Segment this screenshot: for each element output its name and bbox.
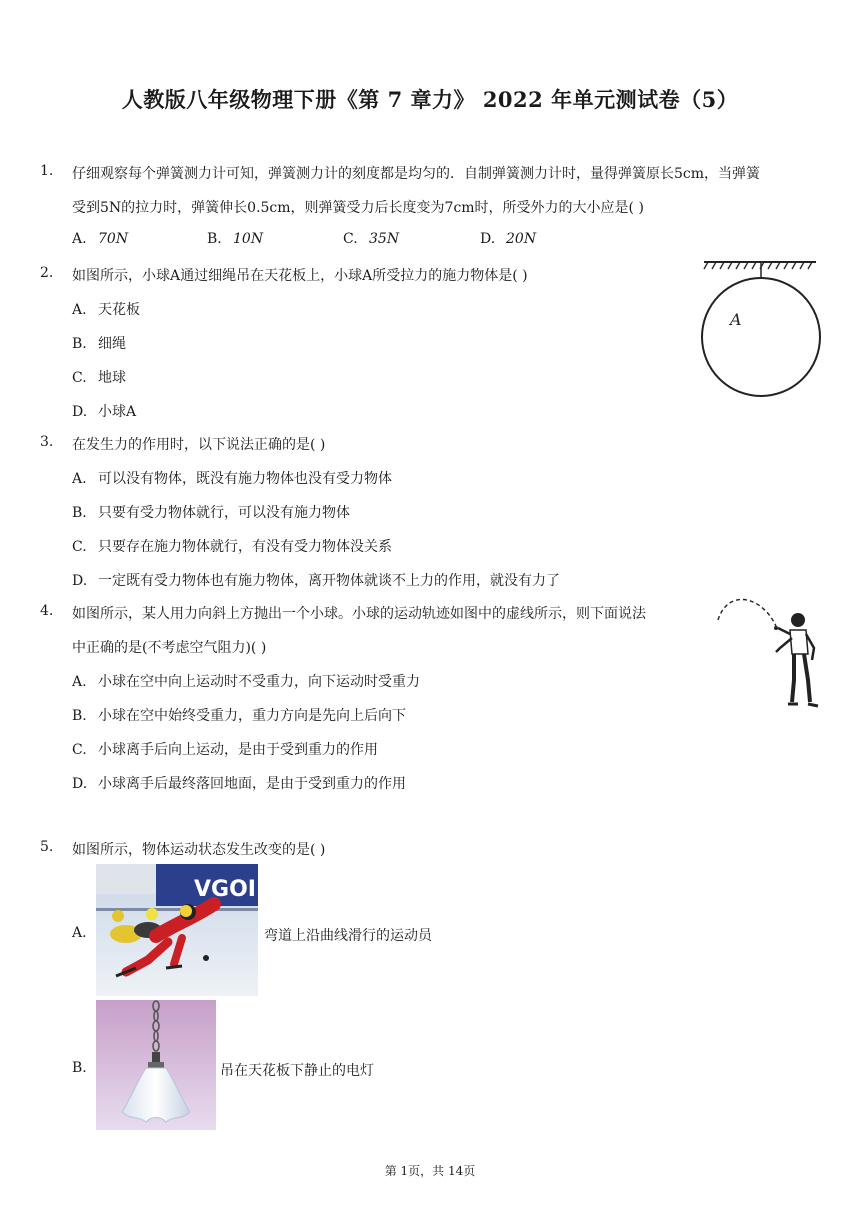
- option-d: D. 小球离手后最终落回地面，是由于受到重力的作用: [72, 776, 406, 792]
- option-d: D. 20N: [480, 231, 537, 247]
- option-a: A. 可以没有物体，既没有施力物体也没有受力物体: [72, 471, 392, 487]
- option-c: C. 地球: [72, 370, 126, 386]
- question-text-line: 如图所示，小球A通过细绳吊在天花板上，小球A所受拉力的施力物体是( ): [72, 268, 528, 284]
- question-text-line: 中正确的是(不考虑空气阻力)( ): [72, 640, 267, 656]
- option-a-text: 弯道上沿曲线滑行的运动员: [264, 928, 432, 944]
- banner-text: VGOI: [194, 877, 256, 902]
- option-d: D. 一定既有受力物体也有施力物体，离开物体就谈不上力的作用，就没有力了: [72, 573, 560, 589]
- question-text-line: 仔细观察每个弹簧测力计可知，弹簧测力计的刻度都是均匀的．自制弹簧测力计时，量得弹簧原长5cm，当弹簧: [72, 166, 761, 182]
- option-b-key: B.: [72, 1060, 87, 1076]
- hanging-lamp-photo: [96, 1000, 216, 1130]
- option-a: A. 小球在空中向上运动时不受重力，向下运动时受重力: [72, 674, 420, 690]
- page-footer: 第 1页，共 14页: [384, 1164, 476, 1178]
- question-number: 4.: [40, 603, 54, 619]
- option-c: C. 35N: [343, 231, 400, 247]
- ball-throw-figure: [710, 590, 828, 712]
- question-number: 2.: [40, 265, 54, 281]
- option-a: A. 70N: [72, 231, 129, 247]
- question-number: 3.: [40, 434, 54, 450]
- option-c: C. 小球离手后向上运动，是由于受到重力的作用: [72, 742, 378, 758]
- option-b: B. 10N: [207, 231, 264, 247]
- option-a-key: A.: [72, 925, 87, 941]
- option-b: B. 只要有受力物体就行，可以没有施力物体: [72, 505, 350, 521]
- question-number: 5.: [40, 839, 54, 855]
- option-c: C. 只要存在施力物体就行，有没有受力物体没关系: [72, 539, 392, 555]
- option-b: B. 小球在空中始终受重力，重力方向是先向上后向下: [72, 708, 406, 724]
- question-number: 1.: [40, 163, 54, 179]
- option-d: D. 小球A: [72, 404, 137, 420]
- option-b-text: 吊在天花板下静止的电灯: [220, 1063, 374, 1079]
- question-text-line: 如图所示，物体运动状态发生改变的是( ): [72, 842, 326, 858]
- question-text-line: 如图所示，某人用力向斜上方抛出一个小球。小球的运动轨迹如图中的虚线所示，则下面说法: [72, 606, 646, 622]
- ball-label: A: [730, 310, 742, 329]
- page-title: 人教版八年级物理下册《第 7 章力》 2022 年单元测试卷（5）: [121, 87, 739, 112]
- option-b: B. 细绳: [72, 336, 126, 352]
- hanging-ball-figure: [698, 252, 822, 400]
- option-a: A. 天花板: [72, 302, 140, 318]
- speed-skater-photo: [96, 864, 258, 996]
- question-text-line: 在发生力的作用时，以下说法正确的是( ): [72, 437, 326, 453]
- question-text-line: 受到5N的拉力时，弹簧伸长0.5cm，则弹簧受力后长度变为7cm时，所受外力的大小应是( ): [72, 200, 644, 216]
